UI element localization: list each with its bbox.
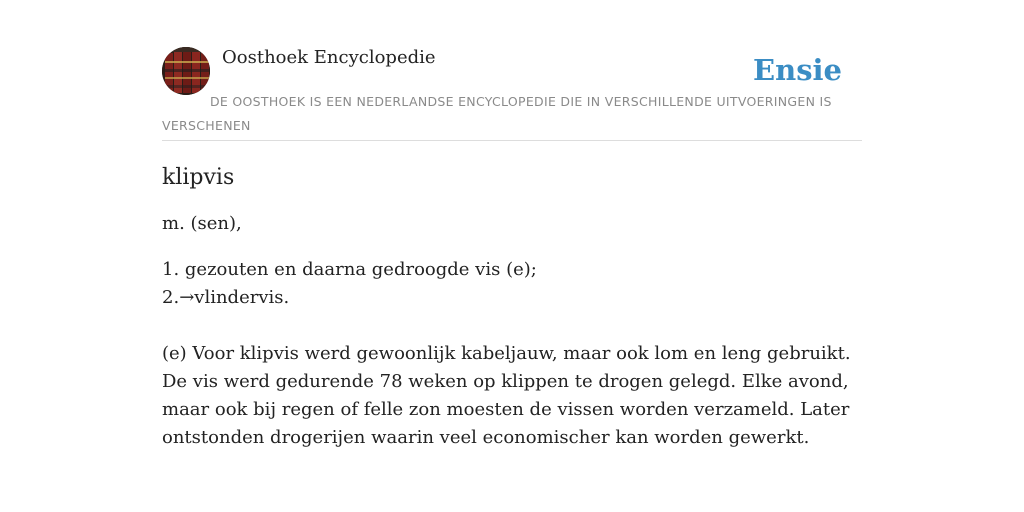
site-title[interactable]: Oosthoek Encyclopedie — [222, 47, 436, 68]
definition-2-number: 2. — [162, 287, 180, 308]
entry-title: klipvis — [162, 165, 235, 190]
definition-2-end: . — [283, 287, 290, 308]
arrow-right-icon: → — [179, 287, 195, 308]
definition-1: 1. gezouten en daarna gedroogde vis (e); — [162, 259, 537, 280]
entry-content — [162, 160, 862, 452]
definition-list — [162, 256, 862, 312]
brand-logo-link[interactable]: Ensie — [753, 53, 842, 87]
cross-reference-link[interactable]: vlindervis — [194, 287, 284, 308]
entry-grammar: m. (sen), — [162, 213, 242, 234]
site-tagline: DE OOSTHOEK IS EEN NEDERLANDSE ENCYCLOPEDIE DIE IN VERSCHILLENDE UITVOERINGEN IS VERSCHENEN — [162, 94, 832, 133]
encyclopedia-books-icon[interactable] — [162, 47, 210, 95]
site-header — [162, 46, 862, 141]
definition-2 — [162, 284, 862, 312]
entry-note: (e) Voor klipvis werd gewoonlijk kabeljauw, maar ook lom en leng gebruikt. De vis werd gedurende 78 weken op klippen te drogen gelegd. Elke avond, maar ook bij regen of felle zon moesten de vissen worden verzameld. Later ontstonden drogerijen waarin veel economischer kan worden gewerkt. — [162, 343, 851, 448]
